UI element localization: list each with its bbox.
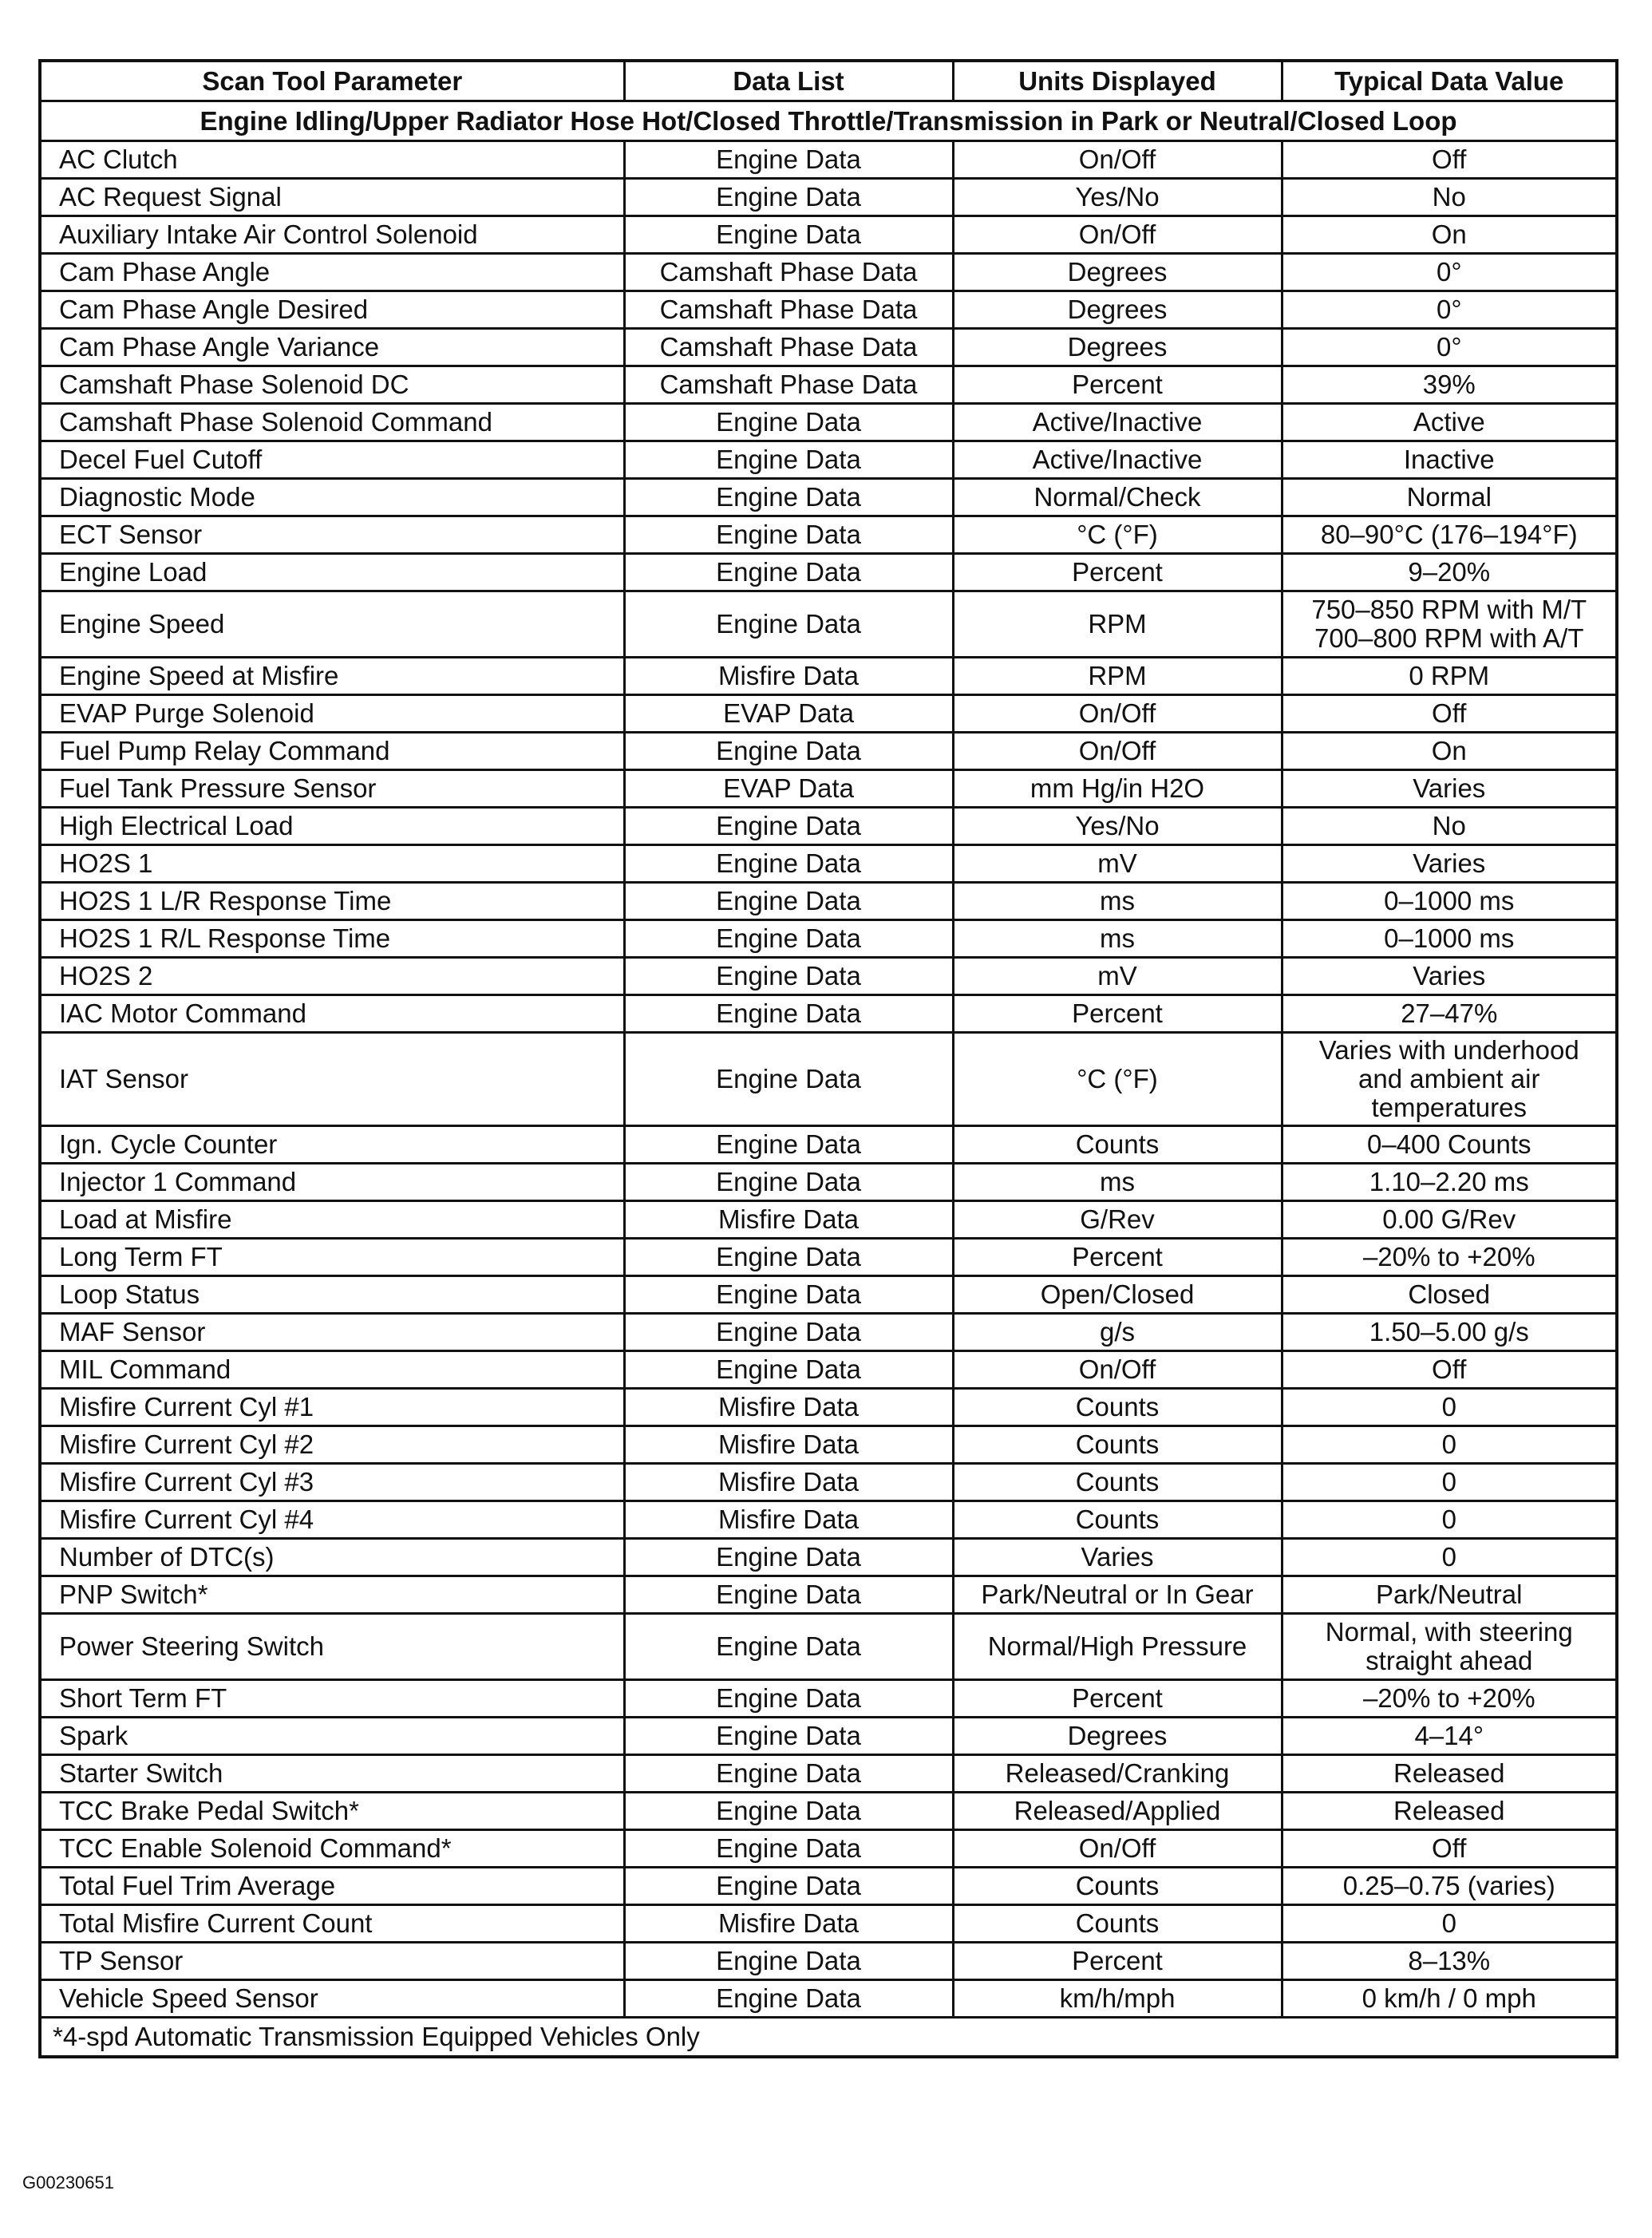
typical-value-cell: Varies [1282,845,1617,883]
table-row [40,958,1617,995]
units-cell: On/Off [953,141,1282,179]
units-cell: RPM [953,658,1282,695]
header-row [40,61,1617,101]
parameter-cell: Cam Phase Angle Variance [40,329,624,366]
parameter-cell: Decel Fuel Cutoff [40,441,624,479]
parameter-cell: Total Misfire Current Count [40,1905,624,1943]
parameter-cell: AC Request Signal [40,179,624,216]
table-row [40,658,1617,695]
table-row [40,770,1617,808]
typical-value-cell: 0.25–0.75 (varies) [1282,1868,1617,1905]
table-row [40,1464,1617,1501]
units-cell: km/h/mph [953,1980,1282,2018]
units-cell: On/Off [953,1351,1282,1389]
parameter-cell: ECT Sensor [40,516,624,554]
parameter-cell: TCC Enable Solenoid Command* [40,1830,624,1868]
data-list-cell: Engine Data [624,1276,953,1314]
table-row [40,291,1617,329]
table-row [40,1793,1617,1830]
data-list-cell: Engine Data [624,1614,953,1680]
data-list-cell: Camshaft Phase Data [624,291,953,329]
parameter-cell: Cam Phase Angle Desired [40,291,624,329]
data-list-cell: Engine Data [624,516,953,554]
data-list-cell: Camshaft Phase Data [624,366,953,404]
data-list-cell: Engine Data [624,479,953,516]
units-cell: RPM [953,591,1282,658]
parameter-cell: MIL Command [40,1351,624,1389]
parameter-cell: PNP Switch* [40,1576,624,1614]
data-list-cell: Engine Data [624,1755,953,1793]
parameter-cell: Ign. Cycle Counter [40,1126,624,1164]
parameter-cell: Auxiliary Intake Air Control Solenoid [40,216,624,254]
parameter-cell: Short Term FT [40,1680,624,1718]
table-row [40,1389,1617,1426]
typical-value-cell: 1.10–2.20 ms [1282,1164,1617,1201]
data-list-cell: Engine Data [624,1576,953,1614]
header-scan-tool-parameter: Scan Tool Parameter [40,61,624,101]
typical-value-cell: 9–20% [1282,554,1617,591]
units-cell: mV [953,845,1282,883]
parameter-cell: Misfire Current Cyl #3 [40,1464,624,1501]
data-list-cell: Misfire Data [624,1501,953,1539]
typical-value-cell: 0° [1282,329,1617,366]
units-cell: Active/Inactive [953,404,1282,441]
data-list-cell: Engine Data [624,1351,953,1389]
units-cell: Released/Cranking [953,1755,1282,1793]
data-list-cell: Engine Data [624,1718,953,1755]
table-row [40,1943,1617,1980]
parameter-cell: AC Clutch [40,141,624,179]
parameter-cell: Diagnostic Mode [40,479,624,516]
table-row [40,1501,1617,1539]
data-list-cell: Engine Data [624,1239,953,1276]
parameter-cell: HO2S 2 [40,958,624,995]
units-cell: Counts [953,1868,1282,1905]
data-list-cell: Engine Data [624,995,953,1033]
table-row [40,1868,1617,1905]
data-list-cell: Engine Data [624,404,953,441]
typical-value-cell: 0 [1282,1501,1617,1539]
parameter-cell: Misfire Current Cyl #1 [40,1389,624,1426]
parameter-cell: Engine Load [40,554,624,591]
units-cell: Park/Neutral or In Gear [953,1576,1282,1614]
units-cell: Counts [953,1389,1282,1426]
data-list-cell: Engine Data [624,1164,953,1201]
units-cell: G/Rev [953,1201,1282,1239]
parameter-cell: Camshaft Phase Solenoid DC [40,366,624,404]
parameter-cell: Misfire Current Cyl #2 [40,1426,624,1464]
parameter-cell: Starter Switch [40,1755,624,1793]
typical-value-cell: 4–14° [1282,1718,1617,1755]
data-list-cell: Engine Data [624,1680,953,1718]
parameter-cell: HO2S 1 L/R Response Time [40,883,624,920]
data-list-cell: Camshaft Phase Data [624,329,953,366]
typical-value-cell: Off [1282,1830,1617,1868]
parameter-cell: Cam Phase Angle [40,254,624,291]
table-row [40,1718,1617,1755]
typical-value-cell: Varies [1282,958,1617,995]
units-cell: ms [953,883,1282,920]
table-row [40,591,1617,658]
units-cell: Varies [953,1539,1282,1576]
data-list-cell: Misfire Data [624,1905,953,1943]
units-cell: Yes/No [953,179,1282,216]
data-list-cell: Engine Data [624,216,953,254]
units-cell: ms [953,1164,1282,1201]
parameter-cell: Misfire Current Cyl #4 [40,1501,624,1539]
typical-value-cell: –20% to +20% [1282,1680,1617,1718]
data-list-cell: Misfire Data [624,1389,953,1426]
data-list-cell: Engine Data [624,1830,953,1868]
table-row [40,441,1617,479]
data-list-cell: Misfire Data [624,1201,953,1239]
table-row [40,1164,1617,1201]
data-list-cell: EVAP Data [624,695,953,733]
units-cell: On/Off [953,216,1282,254]
table-row [40,883,1617,920]
parameter-cell: Long Term FT [40,1239,624,1276]
condition-row [40,101,1617,141]
units-cell: Percent [953,1239,1282,1276]
units-cell: g/s [953,1314,1282,1351]
typical-value-cell: 0 [1282,1539,1617,1576]
typical-value-cell: Varies [1282,770,1617,808]
table-row [40,845,1617,883]
data-list-cell: Engine Data [624,141,953,179]
parameter-cell: EVAP Purge Solenoid [40,695,624,733]
parameter-cell: IAT Sensor [40,1033,624,1126]
table-row [40,1201,1617,1239]
data-list-cell: Engine Data [624,554,953,591]
table-row [40,1576,1617,1614]
typical-value-cell: Closed [1282,1276,1617,1314]
units-cell: Yes/No [953,808,1282,845]
table-row [40,1539,1617,1576]
units-cell: Open/Closed [953,1276,1282,1314]
table-row [40,1614,1617,1680]
table-row [40,1276,1617,1314]
table-row [40,1033,1617,1126]
typical-value-cell: 0 [1282,1389,1617,1426]
typical-value-cell: Off [1282,141,1617,179]
units-cell: mm Hg/in H2O [953,770,1282,808]
parameter-cell: Power Steering Switch [40,1614,624,1680]
units-cell: Active/Inactive [953,441,1282,479]
data-list-cell: Engine Data [624,591,953,658]
units-cell: Counts [953,1905,1282,1943]
typical-value-cell: Released [1282,1755,1617,1793]
table-row [40,733,1617,770]
typical-value-cell: 1.50–5.00 g/s [1282,1314,1617,1351]
units-cell: On/Off [953,1830,1282,1868]
data-list-cell: Engine Data [624,958,953,995]
table-row [40,1905,1617,1943]
parameter-cell: Spark [40,1718,624,1755]
typical-value-cell: 27–47% [1282,995,1617,1033]
parameter-cell: Loop Status [40,1276,624,1314]
table-row [40,479,1617,516]
data-list-cell: Engine Data [624,441,953,479]
table-row [40,1126,1617,1164]
parameter-cell: Load at Misfire [40,1201,624,1239]
typical-value-cell: No [1282,808,1617,845]
data-list-cell: Engine Data [624,920,953,958]
typical-value-cell: On [1282,733,1617,770]
data-list-cell: Camshaft Phase Data [624,254,953,291]
typical-value-cell: Inactive [1282,441,1617,479]
parameter-cell: Total Fuel Trim Average [40,1868,624,1905]
units-cell: ms [953,920,1282,958]
table-row [40,1351,1617,1389]
typical-value-cell: 0° [1282,254,1617,291]
test-condition: Engine Idling/Upper Radiator Hose Hot/Closed Throttle/Transmission in Park or Neutral/Closed Loop [40,101,1617,141]
table-row [40,1680,1617,1718]
figure-id: G00230651 [22,2173,114,2193]
table-row [40,1980,1617,2018]
units-cell: °C (°F) [953,516,1282,554]
header-typical-data-value: Typical Data Value [1282,61,1617,101]
footnote: *4-spd Automatic Transmission Equipped Vehicles Only [40,2018,1617,2058]
table-row [40,216,1617,254]
typical-value-cell: Off [1282,695,1617,733]
data-list-cell: Engine Data [624,1126,953,1164]
units-cell: Counts [953,1501,1282,1539]
table-row [40,329,1617,366]
units-cell: Normal/Check [953,479,1282,516]
units-cell: Percent [953,1680,1282,1718]
typical-value-cell: Released [1282,1793,1617,1830]
data-list-cell: Engine Data [624,1793,953,1830]
table-row [40,179,1617,216]
table-row [40,1755,1617,1793]
parameter-cell: Fuel Pump Relay Command [40,733,624,770]
header-data-list: Data List [624,61,953,101]
data-list-cell: Engine Data [624,1943,953,1980]
typical-value-cell: On [1282,216,1617,254]
table-row [40,920,1617,958]
data-list-cell: Misfire Data [624,658,953,695]
typical-value-cell: 0 [1282,1464,1617,1501]
units-cell: Percent [953,366,1282,404]
data-list-cell: Engine Data [624,1980,953,2018]
parameter-cell: Engine Speed [40,591,624,658]
typical-value-cell: 80–90°C (176–194°F) [1282,516,1617,554]
data-list-cell: Engine Data [624,179,953,216]
parameter-cell: Vehicle Speed Sensor [40,1980,624,2018]
table-row [40,141,1617,179]
data-list-cell: Engine Data [624,808,953,845]
units-cell: On/Off [953,733,1282,770]
table-row [40,366,1617,404]
data-list-cell: Engine Data [624,1539,953,1576]
typical-value-cell: 0.00 G/Rev [1282,1201,1617,1239]
data-list-cell: EVAP Data [624,770,953,808]
table-row [40,1426,1617,1464]
typical-value-cell: Active [1282,404,1617,441]
footnote-row [40,2018,1617,2058]
typical-value-cell: 0° [1282,291,1617,329]
parameter-cell: TP Sensor [40,1943,624,1980]
typical-value-cell: 39% [1282,366,1617,404]
units-cell: Counts [953,1426,1282,1464]
table-row [40,695,1617,733]
units-cell: Counts [953,1464,1282,1501]
units-cell: Degrees [953,254,1282,291]
typical-value-cell: –20% to +20% [1282,1239,1617,1276]
data-list-cell: Engine Data [624,733,953,770]
typical-value-cell: 0–1000 ms [1282,920,1617,958]
typical-value-cell: 0 RPM [1282,658,1617,695]
typical-value-cell: No [1282,179,1617,216]
units-cell: Counts [953,1126,1282,1164]
units-cell: Degrees [953,1718,1282,1755]
parameter-cell: IAC Motor Command [40,995,624,1033]
units-cell: Percent [953,995,1282,1033]
typical-value-cell: 750–850 RPM with M/T 700–800 RPM with A/T [1282,591,1617,658]
units-cell: On/Off [953,695,1282,733]
data-list-cell: Engine Data [624,1314,953,1351]
table-row [40,254,1617,291]
typical-value-cell: Normal [1282,479,1617,516]
table-row [40,404,1617,441]
typical-value-cell: 0–400 Counts [1282,1126,1617,1164]
typical-value-cell: 0 km/h / 0 mph [1282,1980,1617,2018]
data-list-cell: Engine Data [624,1033,953,1126]
parameter-cell: Camshaft Phase Solenoid Command [40,404,624,441]
parameter-cell: HO2S 1 [40,845,624,883]
data-list-cell: Misfire Data [624,1464,953,1501]
typical-value-cell: Off [1282,1351,1617,1389]
table-row [40,554,1617,591]
typical-value-cell: 8–13% [1282,1943,1617,1980]
parameter-cell: High Electrical Load [40,808,624,845]
units-cell: mV [953,958,1282,995]
units-cell: Released/Applied [953,1793,1282,1830]
table-row [40,1239,1617,1276]
data-list-cell: Misfire Data [624,1426,953,1464]
table-row [40,1830,1617,1868]
typical-value-cell: 0 [1282,1905,1617,1943]
units-cell: °C (°F) [953,1033,1282,1126]
table-row [40,808,1617,845]
units-cell: Normal/High Pressure [953,1614,1282,1680]
parameter-cell: MAF Sensor [40,1314,624,1351]
table-row [40,995,1617,1033]
data-list-cell: Engine Data [624,845,953,883]
typical-value-cell: Varies with underhood and ambient air temperatures [1282,1033,1617,1126]
units-cell: Degrees [953,291,1282,329]
table-row [40,1314,1617,1351]
parameter-cell: HO2S 1 R/L Response Time [40,920,624,958]
parameter-cell: Fuel Tank Pressure Sensor [40,770,624,808]
parameter-cell: Number of DTC(s) [40,1539,624,1576]
units-cell: Degrees [953,329,1282,366]
typical-value-cell: 0 [1282,1426,1617,1464]
units-cell: Percent [953,554,1282,591]
scan-tool-data-table [38,59,1618,2058]
parameter-cell: Engine Speed at Misfire [40,658,624,695]
units-cell: Percent [953,1943,1282,1980]
parameter-cell: Injector 1 Command [40,1164,624,1201]
parameter-cell: TCC Brake Pedal Switch* [40,1793,624,1830]
data-list-cell: Engine Data [624,883,953,920]
typical-value-cell: Normal, with steering straight ahead [1282,1614,1617,1680]
table-row [40,516,1617,554]
header-units-displayed: Units Displayed [953,61,1282,101]
typical-value-cell: Park/Neutral [1282,1576,1617,1614]
typical-value-cell: 0–1000 ms [1282,883,1617,920]
data-list-cell: Engine Data [624,1868,953,1905]
